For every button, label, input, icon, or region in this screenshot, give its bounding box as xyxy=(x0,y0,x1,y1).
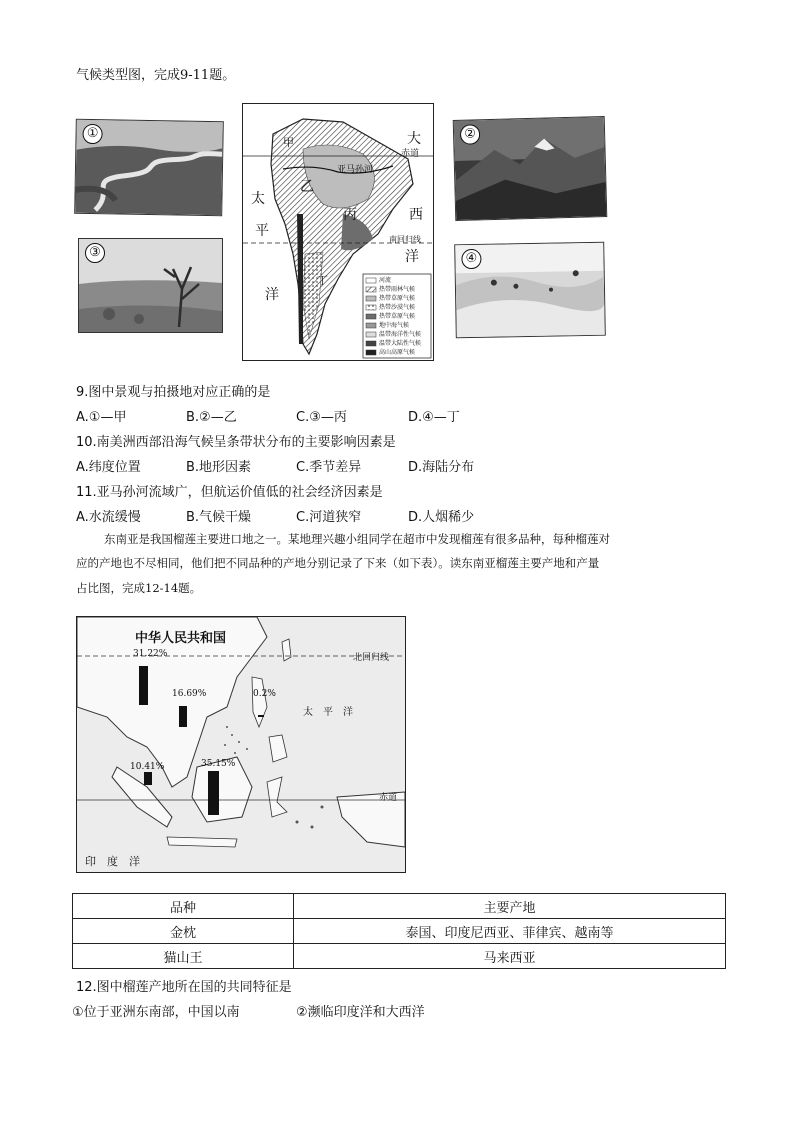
q11-option-c: C.河道狭窄 xyxy=(296,510,362,525)
legend-label: 温带海洋性气候 xyxy=(379,331,422,338)
legend-label: 地中海气候 xyxy=(379,322,410,329)
passage-line-3: 占比图，完成12-14题。 xyxy=(76,581,202,595)
legend-label: 热带雨林气候 xyxy=(379,286,416,293)
map-label-ping: 平 xyxy=(255,223,269,239)
q10-option-d: D.海陆分布 xyxy=(408,460,475,475)
map-label-yi: 乙 xyxy=(300,179,314,195)
photo-mountain xyxy=(453,116,608,221)
pct-label-philippines: 0.2% xyxy=(253,689,276,699)
table-cell: 金枕 xyxy=(73,919,294,944)
q9-option-b: B.②—乙 xyxy=(186,410,237,425)
table-row xyxy=(73,919,726,944)
map-label-tropic: 南回归线 xyxy=(389,235,421,244)
bar-philippines xyxy=(258,715,264,717)
pct-label-indonesia: 35.15% xyxy=(201,759,236,769)
question-10-stem: 10.南美洲西部沿海气候呈条带状分布的主要影响因素是 xyxy=(76,435,396,450)
map-label-pacific: 太 平 洋 xyxy=(303,707,353,718)
q11-option-d: D.人烟稀少 xyxy=(408,510,475,525)
south-america-climate-map xyxy=(242,103,434,361)
intro-line: 气候类型图，完成9-11题。 xyxy=(76,68,236,83)
q10-option-c: C.季节差异 xyxy=(296,460,362,475)
passage-line-2: 应的产地也不尽相同，他们把不同品种的产地分别记录了下来（如下表）。读东南亚榴莲主要产地和产量 xyxy=(76,556,600,570)
bar-vietnam xyxy=(179,706,187,727)
map-label-tai: 太 xyxy=(251,191,265,207)
q9-option-d: D.④—丁 xyxy=(408,410,460,425)
table-row xyxy=(73,944,726,969)
southeast-asia-map xyxy=(76,616,406,873)
map-label-amazon: 亚马孙河 xyxy=(337,165,374,175)
q11-option-a: A.水流缓慢 xyxy=(76,510,141,525)
pct-label-thailand: 31.22% xyxy=(133,649,168,659)
q9-option-c: C.③—丙 xyxy=(296,410,347,425)
passage-line-1: 东南亚是我国榴莲主要进口地之一。某地理兴趣小组同学在超市中发现榴莲有很多品种，每种榴莲对 xyxy=(104,532,610,546)
q12-item-2: ②濒临印度洋和大西洋 xyxy=(296,1005,425,1020)
map-label-bing: 丙 xyxy=(343,207,357,223)
map-label-jia: 甲 xyxy=(283,136,294,149)
table-cell: 猫山王 xyxy=(73,944,294,969)
legend-label: 热带草原气候 xyxy=(379,295,416,302)
legend-label: 热带沙漠气候 xyxy=(379,304,416,311)
table-header: 主要产地 xyxy=(294,894,726,919)
map-label-equator: 赤道 xyxy=(401,149,420,159)
map-label-tropic-cancer: 北回归线 xyxy=(353,653,390,663)
legend-label: 温带大陆性气候 xyxy=(379,340,422,347)
bar-indonesia xyxy=(208,771,219,815)
q10-option-b: B.地形因素 xyxy=(186,460,252,475)
legend-label: 热带草原气候 xyxy=(379,313,416,320)
question-9-stem: 9.图中景观与拍摄地对应正确的是 xyxy=(76,385,271,400)
legend-swatches xyxy=(366,278,376,355)
map-label-da: 大 xyxy=(407,131,421,147)
q10-option-a: A.纬度位置 xyxy=(76,460,141,475)
table-header: 品种 xyxy=(73,894,294,919)
q12-item-1: ①位于亚洲东南部，中国以南 xyxy=(72,1005,240,1020)
question-12-stem: 12.图中榴莲产地所在国的共同特征是 xyxy=(76,980,292,995)
map-label-xi: 西 xyxy=(409,207,423,223)
question-11-stem: 11.亚马孙河流域广，但航运价值低的社会经济因素是 xyxy=(76,485,383,500)
map-label-china: 中华人民共和国 xyxy=(135,631,227,646)
table-cell: 泰国、印度尼西亚、菲律宾、越南等 xyxy=(294,919,726,944)
map-label-equator: 赤道 xyxy=(379,793,398,803)
photo-savanna xyxy=(78,238,223,333)
map-label-yang-east: 洋 xyxy=(405,249,419,265)
table-cell: 马来西亚 xyxy=(294,944,726,969)
photo-number-4: ④ xyxy=(461,249,481,269)
photo-desert xyxy=(454,242,606,339)
map-label-ding: 丁 xyxy=(317,274,328,287)
legend-label: 河流 xyxy=(379,277,392,284)
bar-malaysia xyxy=(144,772,152,785)
q9-option-a: A.①—甲 xyxy=(76,410,127,425)
photo-number-3: ③ xyxy=(85,243,105,263)
pct-label-malaysia: 10.41% xyxy=(130,762,165,772)
pct-label-vietnam: 16.69% xyxy=(172,689,207,699)
photo-number-2: ② xyxy=(460,124,481,145)
q11-option-b: B.气候干燥 xyxy=(186,510,252,525)
table-header-row xyxy=(73,894,726,919)
photo-river xyxy=(74,119,224,217)
photo-number-1: ① xyxy=(82,124,102,144)
legend-label: 高山高原气候 xyxy=(379,349,416,356)
map-label-indian-ocean: 印 度 洋 xyxy=(85,855,140,868)
map-label-yang-west: 洋 xyxy=(265,287,279,303)
durian-variety-table xyxy=(72,893,726,969)
bar-thailand xyxy=(139,666,148,705)
